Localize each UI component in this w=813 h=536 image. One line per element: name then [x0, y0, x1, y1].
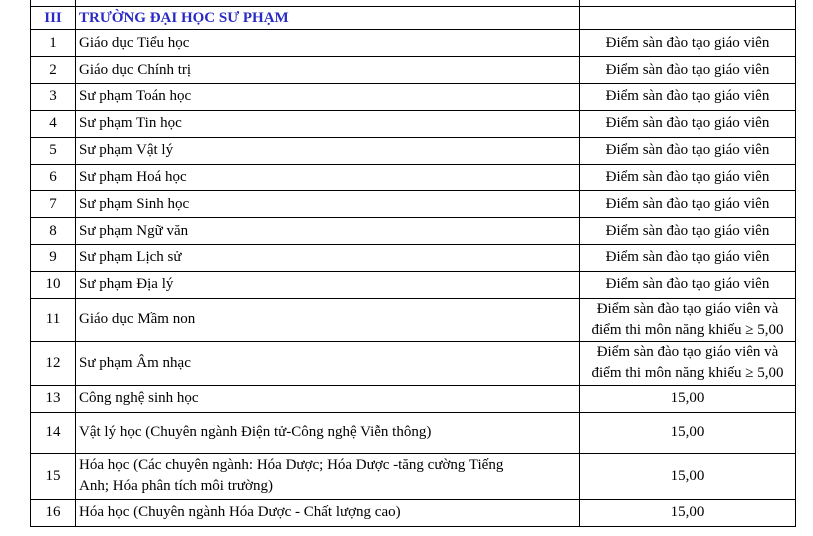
- cell-name: Sư phạm Vật lý: [76, 137, 580, 164]
- cell-score: Điểm sàn đào tạo giáo viên: [580, 57, 796, 84]
- cell-name: Giáo dục Tiểu học: [76, 30, 580, 57]
- cell-score: Điểm sàn đào tạo giáo viên: [580, 191, 796, 218]
- cell-score: 15,00: [580, 499, 796, 526]
- table-row: [31, 271, 796, 298]
- cell-name: Sư phạm Toán học: [76, 84, 580, 111]
- cell-name: Giáo dục Mầm non: [76, 298, 580, 342]
- cell-name: Hóa học (Chuyên ngành Hóa Dược - Chất lượng cao): [76, 499, 580, 526]
- name-line: Hóa học (Các chuyên ngành: Hóa Dược; Hóa Dược -tăng cường Tiếng: [79, 457, 504, 474]
- cell-name: Sư phạm Lịch sử: [76, 244, 580, 271]
- section-number: III: [31, 7, 76, 30]
- table-row: [31, 191, 796, 218]
- table-row: [31, 218, 796, 245]
- cell-number: 16: [31, 499, 76, 526]
- cell-number: 14: [31, 412, 76, 454]
- cell-number: 8: [31, 218, 76, 245]
- table-row: [31, 164, 796, 191]
- cell-number: 9: [31, 244, 76, 271]
- score-line: điểm thi môn năng khiếu ≥ 5,00: [591, 365, 784, 382]
- cell-score: [580, 298, 796, 342]
- cell-name: Vật lý học (Chuyên ngành Điện tử-Công nghệ Viễn thông): [76, 412, 580, 454]
- cell-name: [76, 0, 580, 7]
- cell-score: Điểm sàn đào tạo giáo viên: [580, 110, 796, 137]
- admission-score-table: [30, 0, 796, 527]
- cell-score: 15,00: [580, 412, 796, 454]
- cell-name: Sư phạm Hoá học: [76, 164, 580, 191]
- table-row-partial: [31, 0, 796, 7]
- cell-name: Sư phạm Ngữ văn: [76, 218, 580, 245]
- cell-score: [580, 0, 796, 7]
- cell-number: 10: [31, 271, 76, 298]
- cell-score: Điểm sàn đào tạo giáo viên: [580, 218, 796, 245]
- name-line: Anh; Hóa phân tích môi trường): [79, 478, 273, 495]
- cell-score: 15,00: [580, 385, 796, 412]
- cell-number: [31, 0, 76, 7]
- section-title: TRƯỜNG ĐẠI HỌC SƯ PHẠM: [76, 7, 580, 30]
- cell-score: Điểm sàn đào tạo giáo viên: [580, 137, 796, 164]
- table-row: [31, 385, 796, 412]
- cell-score: Điểm sàn đào tạo giáo viên: [580, 271, 796, 298]
- table-row: [31, 30, 796, 57]
- score-line: Điểm sàn đào tạo giáo viên và: [596, 344, 779, 361]
- cell-name: Sư phạm Sinh học: [76, 191, 580, 218]
- cell-score: Điểm sàn đào tạo giáo viên: [580, 84, 796, 111]
- cell-name: Sư phạm Địa lý: [76, 271, 580, 298]
- cell-score: Điểm sàn đào tạo giáo viên: [580, 164, 796, 191]
- cell-name: Sư phạm Tin học: [76, 110, 580, 137]
- cell-number: 13: [31, 385, 76, 412]
- cell-name: [76, 454, 580, 500]
- cell-number: 1: [31, 30, 76, 57]
- cell-number: 2: [31, 57, 76, 84]
- cell-number: 3: [31, 84, 76, 111]
- cell-name: Công nghệ sinh học: [76, 385, 580, 412]
- table-row: [31, 454, 796, 500]
- cell-score: 15,00: [580, 454, 796, 500]
- cell-number: 15: [31, 454, 76, 500]
- table-row: [31, 412, 796, 454]
- score-line: Điểm sàn đào tạo giáo viên và: [596, 300, 779, 317]
- table-row: [31, 342, 796, 386]
- cell-name: Giáo dục Chính trị: [76, 57, 580, 84]
- score-line: điểm thi môn năng khiếu ≥ 5,00: [591, 321, 784, 338]
- table-row: [31, 110, 796, 137]
- table-row: [31, 499, 796, 526]
- cell-number: 12: [31, 342, 76, 386]
- cell-number: 5: [31, 137, 76, 164]
- cell-number: 11: [31, 298, 76, 342]
- cell-score: [580, 7, 796, 30]
- cell-score: Điểm sàn đào tạo giáo viên: [580, 30, 796, 57]
- cell-number: 6: [31, 164, 76, 191]
- cell-number: 4: [31, 110, 76, 137]
- section-header-row: [31, 7, 796, 30]
- cell-score: Điểm sàn đào tạo giáo viên: [580, 244, 796, 271]
- cell-number: 7: [31, 191, 76, 218]
- table-row: [31, 298, 796, 342]
- table-row: [31, 244, 796, 271]
- table-row: [31, 84, 796, 111]
- cell-score: [580, 342, 796, 386]
- table-row: [31, 57, 796, 84]
- table-row: [31, 137, 796, 164]
- cell-name: Sư phạm Âm nhạc: [76, 342, 580, 386]
